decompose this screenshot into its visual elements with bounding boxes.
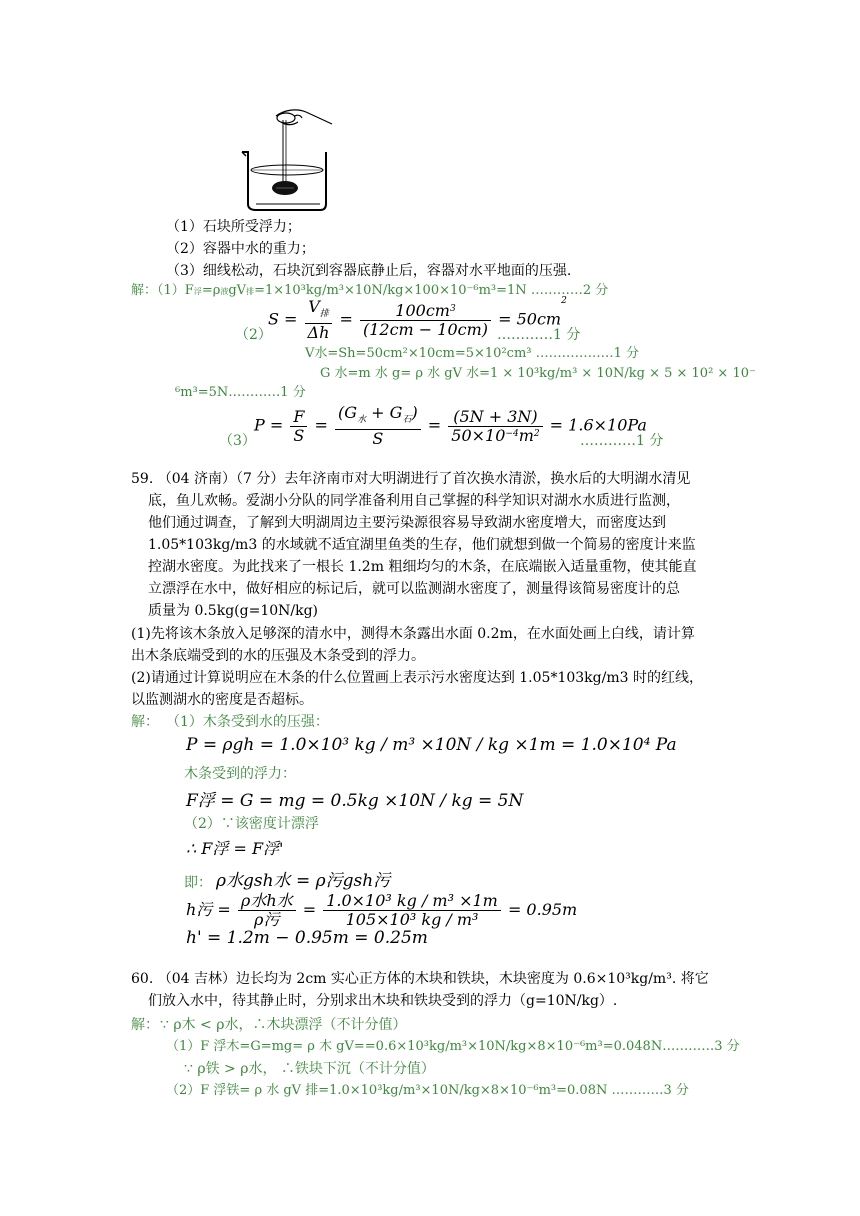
q58-formula-area: S = $\frac{V_排}{\Delta h}$ = $\frac{100cm^3}{(12cm - 10cm)}$ = $50cm^2$ — [268, 296, 567, 343]
q59-formula-3: ∴ F浮 = F浮' — [186, 839, 284, 858]
q59-question-2b: 以监测湖水的密度是否超标。 — [131, 692, 313, 708]
q58-solution-2b: V水=Sh=50cm²×10cm=5×10²cm³ ………………1 分 — [305, 346, 640, 361]
q59-formula-2: F浮 = G = mg = 0.5kg ×10N / kg = 5N — [186, 791, 524, 811]
beaker-hand-illustration — [236, 104, 336, 214]
q60-solution-label: 解： — [131, 1017, 159, 1033]
q59-solution-4: 即： — [184, 875, 212, 891]
q58-solution-2d: ⁶m³=5N…………1 分 — [175, 385, 306, 400]
q58-solution-2-dots: …………1 分 — [497, 327, 581, 343]
q59-formula-6: h' = 1.2m − 0.95m = 0.25m — [186, 928, 428, 948]
q59-line-1: 59. （04 济南）（7 分）去年济南市对大明湖进行了首次换水清淤，换水后的大明湖水清见 — [131, 471, 691, 487]
q59-solution-1: （1）木条受到水的压强： — [166, 714, 329, 730]
q58-item-3: （3）细线松动，石块沉到容器底静止后，容器对水平地面的压强. — [166, 263, 572, 279]
q59-line-7: 质量为 0.5kg(g=10N/kg) — [148, 603, 319, 619]
q59-question-2a: (2)请通过计算说明应在木条的什么位置画上表示污水密度达到 1.05*103kg/m3 时的红线， — [131, 670, 703, 686]
q60-solution-4: （2）F 浮铁= ρ 水 gV 排=1.0×10³kg/m³×10N/kg×8×10⁻⁶m³=0.08N …………3 分 — [166, 1083, 689, 1098]
q60-line-2: 们放入水中，待其静止时，分别求出木块和铁块受到的浮力（g=10N/kg）. — [148, 993, 618, 1009]
q59-solution-3: （2）∵该密度计漂浮 — [184, 816, 319, 832]
q59-line-6: 立漂浮在水中，做好相应的标记后，就可以监测湖水密度了，测量得该简易密度计的总 — [148, 581, 680, 597]
q59-solution-2: 木条受到的浮力： — [184, 766, 296, 782]
q58-formula-pressure: P = $\frac{F}{S}$ = $\frac{(G_水 + G_石)}{S}$ = $\frac{(5N + 3N)}{50\times 10^{-4}m^2}$ = 1.6×10Pa — [254, 403, 647, 449]
q59-formula-4: ρ水gsh水 = ρ污gsh污 — [216, 871, 391, 891]
q59-solution-label: 解： — [131, 714, 159, 730]
q58-item-1: （1）石块所受浮力； — [166, 219, 301, 235]
q59-line-4: 1.05*103kg/m3 的水域就不适宜湖里鱼类的生存，他们就想到做一个简易的密度计来监 — [148, 537, 696, 553]
q59-line-5: 控湖水密度。为此找来了一根长 1.2m 粗细均匀的木条，在底端嵌入适量重物，使其能直 — [148, 559, 697, 575]
q58-solution-1: 解：（1）F浮=ρ液gV排=1×10³kg/m³×10N/kg×100×10⁻⁶m³=1N …………2 分 — [131, 283, 609, 298]
q58-solution-2-label: （2） — [235, 327, 272, 343]
q59-question-1a: (1)先将该木条放入足够深的清水中，测得木条露出水面 0.2m，在水面处画上白线，请计算 — [131, 626, 695, 642]
q60-solution-2: （1）F 浮木=G=mg= ρ 木 gV==0.6×10³kg/m³×10N/kg×8×10⁻⁶m³=0.048N…………3 分 — [166, 1039, 740, 1054]
q58-solution-3-dots: …………1 分 — [580, 433, 664, 449]
q59-formula-1: P = ρgh = 1.0×10³ kg / m³ ×10N / kg ×1m = 1.0×10⁴ Pa — [186, 735, 677, 755]
q59-line-2: 底，鱼儿欢畅。爱湖小分队的同学准备利用自己掌握的科学知识对湖水水质进行监测， — [148, 493, 680, 509]
q60-solution-3: ∵ ρ铁 > ρ水， ∴铁块下沉（不计分值） — [184, 1061, 435, 1077]
q60-solution-1: ∵ ρ木 < ρ水，∴木块漂浮（不计分值） — [160, 1017, 407, 1033]
q58-item-2: （2）容器中水的重力； — [166, 241, 315, 257]
q60-line-1: 60. （04 吉林）边长均为 2cm 实心正方体的木块和铁块，木块密度为 0.6×10³kg/m³. 将它 — [131, 971, 709, 987]
q59-line-3: 他们通过调查，了解到大明湖周边主要污染源很容易导致湖水密度增大，而密度达到 — [148, 515, 666, 531]
q59-question-1b: 出木条底端受到的水的压强及木条受到的浮力。 — [131, 648, 425, 664]
q58-solution-3-label: （3） — [219, 433, 256, 449]
q58-solution-2c: G 水=m 水 g= ρ 水 gV 水=1 × 10³kg/m³ × 10N/kg × 5 × 10² × 10⁻ — [320, 366, 756, 381]
q59-formula-5: h污 = $\frac{\text{ρ水h水}}{\text{ρ污}}$ = $\frac{\text{1.0×10³ kg / m³ ×1m}}{\text{105×10³ kg / m³}}$ = 0.95m — [186, 891, 578, 929]
